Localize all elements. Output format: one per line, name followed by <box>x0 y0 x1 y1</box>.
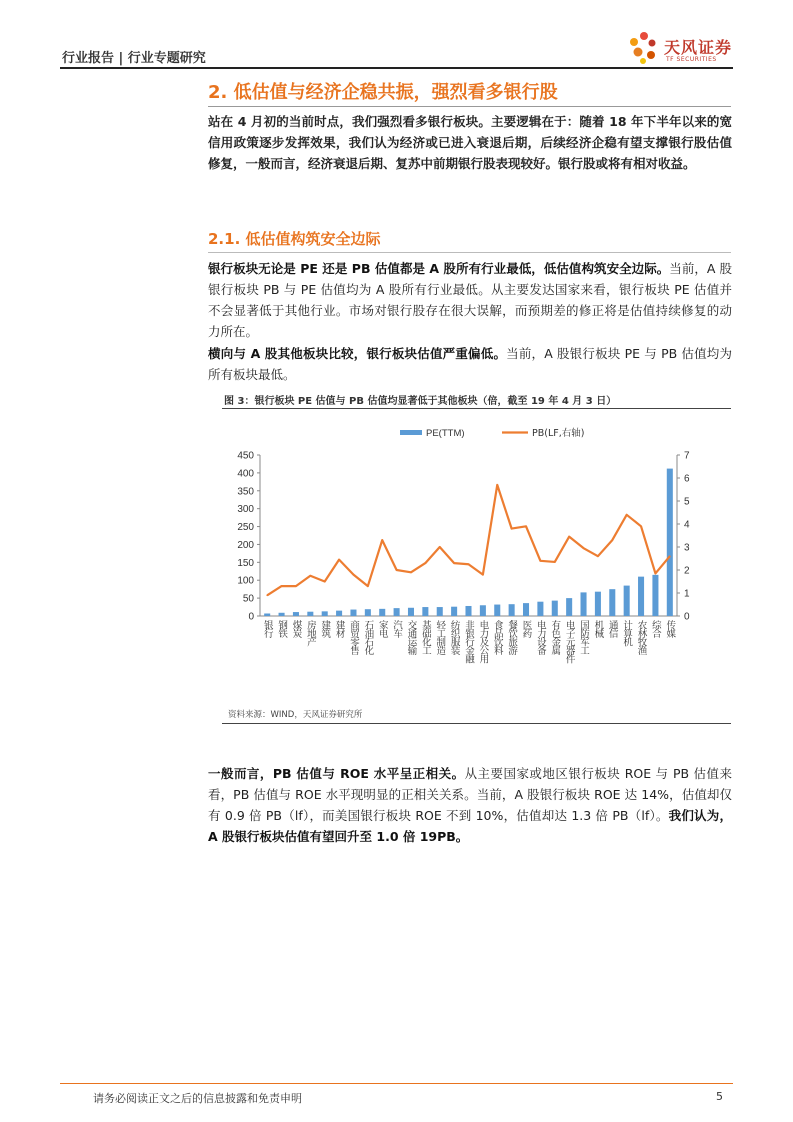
pe-bar <box>379 609 385 616</box>
pe-bar <box>307 612 313 616</box>
pb-point <box>324 581 326 583</box>
pb-line <box>266 484 670 596</box>
category-label: 传媒 <box>664 620 676 637</box>
pb-point <box>353 574 355 576</box>
right-tick-label: 5 <box>684 496 690 508</box>
category-label: 农林牧渔 <box>635 620 647 654</box>
logo-mark-icon <box>624 30 664 66</box>
pe-bar <box>595 592 601 616</box>
pe-bar <box>451 607 457 616</box>
pb-point <box>367 585 369 587</box>
pb-point <box>583 547 585 549</box>
pb-point <box>410 572 412 574</box>
left-tick-label: 50 <box>242 593 254 605</box>
category-label: 建筑 <box>319 620 331 637</box>
category-label: 家电 <box>376 620 388 637</box>
pe-bar <box>523 603 529 616</box>
pe-bar <box>350 610 356 616</box>
valuation-chart <box>222 410 731 706</box>
pe-bar <box>609 589 615 616</box>
left-tick-label: 400 <box>237 468 254 480</box>
category-label: 医药 <box>520 620 532 637</box>
pb-point <box>266 595 268 597</box>
pb-point <box>525 526 527 528</box>
paragraph-1 <box>208 258 732 342</box>
pb-point <box>611 539 613 541</box>
category-label: 纺织服装 <box>448 620 460 654</box>
category-label: 建材 <box>333 620 345 637</box>
right-tick-label: 7 <box>684 450 690 462</box>
pe-bar <box>509 604 515 616</box>
pe-bar <box>279 613 285 616</box>
left-tick-label: 300 <box>237 504 254 516</box>
legend-pe-swatch <box>400 430 422 435</box>
chart-legend <box>400 427 584 439</box>
pe-bar <box>652 575 658 616</box>
section-divider <box>208 106 731 107</box>
category-label: 电力及公用 <box>477 620 489 663</box>
pb-point <box>655 573 657 575</box>
category-label: 通信 <box>606 620 618 637</box>
category-label: 计算机 <box>621 620 633 646</box>
pb-point <box>597 555 599 557</box>
report-category: 行业报告 | 行业专题研究 <box>62 51 206 66</box>
figure-bottom-rule <box>222 723 731 724</box>
category-label: 煤炭 <box>290 620 302 637</box>
logo-subtitle: TF SECURITIES <box>666 56 717 63</box>
category-label: 有色金属 <box>549 620 561 654</box>
category-label: 基础化工 <box>419 620 431 654</box>
pe-bar <box>336 611 342 616</box>
paragraph-2 <box>208 343 732 385</box>
company-logo <box>624 30 736 66</box>
category-label: 交通运输 <box>405 620 417 654</box>
category-label: 国防军工 <box>578 620 590 654</box>
pb-point <box>453 562 455 564</box>
pe-bar <box>667 469 673 616</box>
pb-point <box>468 563 470 565</box>
pb-point <box>281 585 283 587</box>
pb-point <box>482 574 484 576</box>
header-divider <box>60 67 733 69</box>
category-label: 电力设备 <box>534 620 546 654</box>
pe-bar <box>552 601 558 616</box>
category-label: 商贸零售 <box>347 620 359 654</box>
category-label: 轻工制造 <box>434 620 446 654</box>
left-tick-label: 200 <box>237 539 254 551</box>
right-tick-label: 3 <box>684 542 690 554</box>
left-tick-label: 0 <box>248 611 254 623</box>
left-tick-label: 150 <box>237 557 254 569</box>
section-title: 2. 低估值与经济企稳共振，强烈看多银行股 <box>208 82 558 103</box>
pb-point <box>511 528 513 530</box>
left-tick-label: 100 <box>237 575 254 587</box>
chart-axes <box>237 451 690 623</box>
category-label: 非银行金融 <box>463 620 474 663</box>
right-tick-label: 2 <box>684 565 690 577</box>
logo-name: 天风证券 <box>664 38 733 57</box>
pe-bar <box>408 608 414 616</box>
footer-disclaimer: 请务必阅读正文之后的信息披露和免责申明 <box>93 1092 302 1105</box>
pe-bar <box>394 608 400 616</box>
paragraph-1-body: 当前，A 股银行板块 PB 与 PE 估值均为 A 股所有行业最低。从主要发达国家来看，银行板块 PE 估值并不会显著低于其他行业。市场对银行股存在很大误解，而预期差的修正将是估值持续修复的动力所在。 <box>208 261 732 339</box>
pb-point <box>381 539 383 541</box>
category-label: 综合 <box>649 620 661 637</box>
paragraph-3 <box>208 763 732 847</box>
pe-bar <box>480 605 486 616</box>
subsection-divider <box>208 252 731 253</box>
paragraph-3-conclusion: 我们认为， A 股银行板块估值有望回升至 1.0 倍 19PB。 <box>208 808 732 844</box>
left-tick-label: 350 <box>237 486 254 498</box>
category-label: 钢铁 <box>276 620 288 637</box>
legend-pe-label: PE(TTM) <box>426 428 465 439</box>
pb-point <box>568 536 570 538</box>
category-label: 石油石化 <box>362 620 374 654</box>
pe-bar <box>264 613 270 616</box>
right-tick-label: 4 <box>684 519 690 531</box>
category-labels <box>262 619 676 664</box>
pb-point <box>425 562 427 564</box>
paragraph-3-lead: 一般而言，PB 估值与 ROE 水平呈正相关。 <box>208 766 465 781</box>
intro-paragraph: 站在 4 月初的当前时点，我们强烈看多银行板块。主要逻辑在于：随着 18 年下半年以来的宽信用政策逐步发挥效果，我们认为经济或已进入衰退后期，后续经济企稳有望支撑银行股估值修复，一般而言，经济衰退后期、复苏中前期银行股表现较好。银行股或将有相对收益。 <box>208 114 732 171</box>
pe-bar <box>293 612 299 616</box>
pe-bar <box>365 609 371 616</box>
pb-point <box>396 569 398 571</box>
category-label: 银行 <box>261 620 273 637</box>
figure-title: 图 3：银行板块 PE 估值与 PB 估值均显著低于其他板块（倍，截至 19 年 4 月 3 日） <box>224 396 617 407</box>
pe-bar <box>322 611 328 616</box>
category-label: 食品饮料 <box>491 620 503 654</box>
pe-bar <box>638 577 644 616</box>
pb-point <box>626 514 628 516</box>
pb-point <box>310 575 312 577</box>
pb-point <box>338 559 340 561</box>
left-tick-label: 450 <box>237 450 254 462</box>
right-tick-label: 1 <box>684 588 690 600</box>
category-label: 机械 <box>592 620 604 637</box>
paragraph-3-body: 从主要国家或地区银行板块 ROE 与 PB 估值来看，PB 估值与 ROE 水平现明显的正相关关系。当前，A 股银行板块 ROE 达 14%，估值却仅有 0.9 倍 PB（lf），而美国银行板块 ROE 不到 10%，估值却达 1.3 倍 PB（lf）。 <box>208 766 732 823</box>
page-number: 5 <box>716 1090 723 1103</box>
footer-divider <box>60 1083 733 1084</box>
figure-top-rule <box>222 408 731 409</box>
right-tick-label: 6 <box>684 473 690 485</box>
paragraph-2-lead: 横向与 A 股其他板块比较，银行板块估值严重偏低。 <box>208 346 507 361</box>
right-tick-label: 0 <box>684 611 690 623</box>
legend-pb-label: PB(LF,右轴) <box>532 428 585 439</box>
pb-series-line <box>267 485 670 595</box>
pb-point <box>640 526 642 528</box>
category-label: 餐饮旅游 <box>506 620 518 654</box>
figure-source: 资料来源：WIND，天风证券研究所 <box>228 710 363 720</box>
pe-bar <box>624 586 630 616</box>
pb-point <box>295 585 297 587</box>
pb-point <box>669 555 671 557</box>
pe-bar <box>437 607 443 616</box>
pe-bar <box>494 605 500 616</box>
pb-point <box>439 546 441 548</box>
category-label: 电子元器件 <box>563 620 575 663</box>
paragraph-2-body: 当前，A 股银行板块 PE 与 PB 估值均为所有板块最低。 <box>208 346 732 382</box>
pe-bar <box>537 602 543 616</box>
pb-point <box>540 560 542 562</box>
pe-bar <box>566 598 572 616</box>
subsection-title: 2.1. 低估值构筑安全边际 <box>208 230 381 248</box>
pe-bar <box>581 592 587 616</box>
pb-point <box>554 561 556 563</box>
pb-point <box>496 484 498 486</box>
pe-bar <box>422 607 428 616</box>
paragraph-1-lead: 银行板块无论是 PE 还是 PB 估值都是 A 股所有行业最低，低估值构筑安全边际。 <box>208 261 670 276</box>
left-tick-label: 250 <box>237 522 254 534</box>
category-label: 汽车 <box>391 620 403 637</box>
pe-bar <box>465 606 471 616</box>
category-label: 房地产 <box>304 620 316 646</box>
